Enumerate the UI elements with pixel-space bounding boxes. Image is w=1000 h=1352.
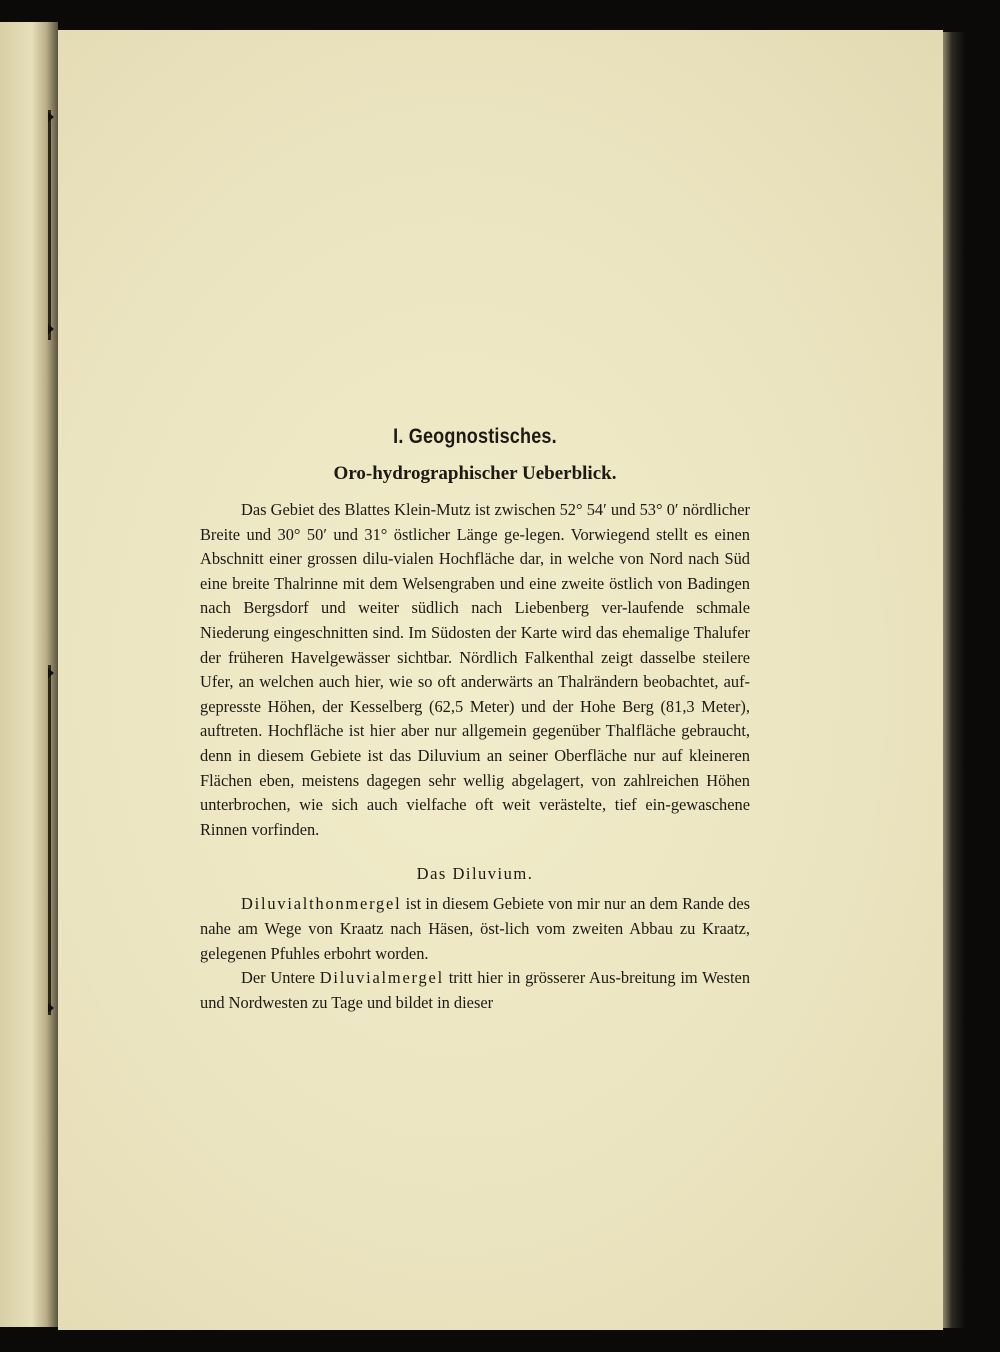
section-subheading: Oro-hydrographischer Ueberblick. [333, 463, 617, 484]
section-title: Das Diluvium. [416, 864, 534, 884]
body-paragraph-last [200, 966, 750, 1015]
binding-thread [48, 110, 51, 340]
spaced-term: Diluvialmergel [319, 968, 444, 988]
paragraph-text: tritt hier in grösserer Aus-breitung im Westen und Nordwesten zu Tage und bildet in dieser [200, 968, 751, 1012]
chapter-heading: I. Geognostisches. [393, 425, 557, 448]
spaced-term: Diluvialthonmergel [241, 894, 402, 914]
binding-stitch [48, 324, 54, 334]
body-paragraph: Das Gebiet des Blattes Klein-Mutz ist zwischen 52° 54′ und 53° 0′ nördlicher Breite und 30° 50′ und 31° östlicher Länge ge-legen. Vorwiegend stellt es einen Abschnitt einer grossen dilu-vialen Hochfläche dar, in welche von Nord nach Süd eine breite Thalrinne mit dem Welsengraben und eine zweite östlich von Badingen nach Bergsdorf und weiter südlich nach Liebenberg ver-laufende schmale Niederung eingeschnitten sind. Im Südosten der Karte wird das ehemalige Thalufer der früheren Havelgewässer sichtbar. Nördlich Falkenthal zeigt dasselbe steilere Ufer, an welchen auch hier, wie so oft anderwärts an Thalrändern beobachtet, auf-gepresste Höhen, der Kesselberg (62,5 Meter) und der Hohe Berg (81,3 Meter), auftreten. Hochfläche ist hier aber nur allgemein gegenüber Thalfläche gebraucht, denn in diesem Gebiete ist das Diluvium an seiner Oberfläche nur auf kleineren Flächen eben, meistens dagegen sehr wellig abgelagert, von zahlreichen Höhen unterbrochen, wie sich auch vielfache oft weit verästelte, tief ein-gewaschene Rinnen vorfinden. [200, 500, 750, 839]
paragraph-text: Der Untere [241, 968, 320, 988]
page-edge-shadow [943, 32, 965, 1328]
binding-stitch [48, 1003, 54, 1013]
binding-stitch [48, 112, 54, 122]
body-paragraph-diluvial [200, 892, 750, 966]
paragraph-text: ist in diesem Gebiete von mir nur an dem Rande des nahe am Wege von Kraatz nach Häsen, öst-lich vom zweiten Abbau zu Kraatz, gelegenen Pfuhles erbohrt worden. [200, 894, 750, 963]
binding-stitch [48, 668, 54, 678]
binding-thread [48, 665, 51, 1015]
page-text-block [200, 424, 750, 1015]
